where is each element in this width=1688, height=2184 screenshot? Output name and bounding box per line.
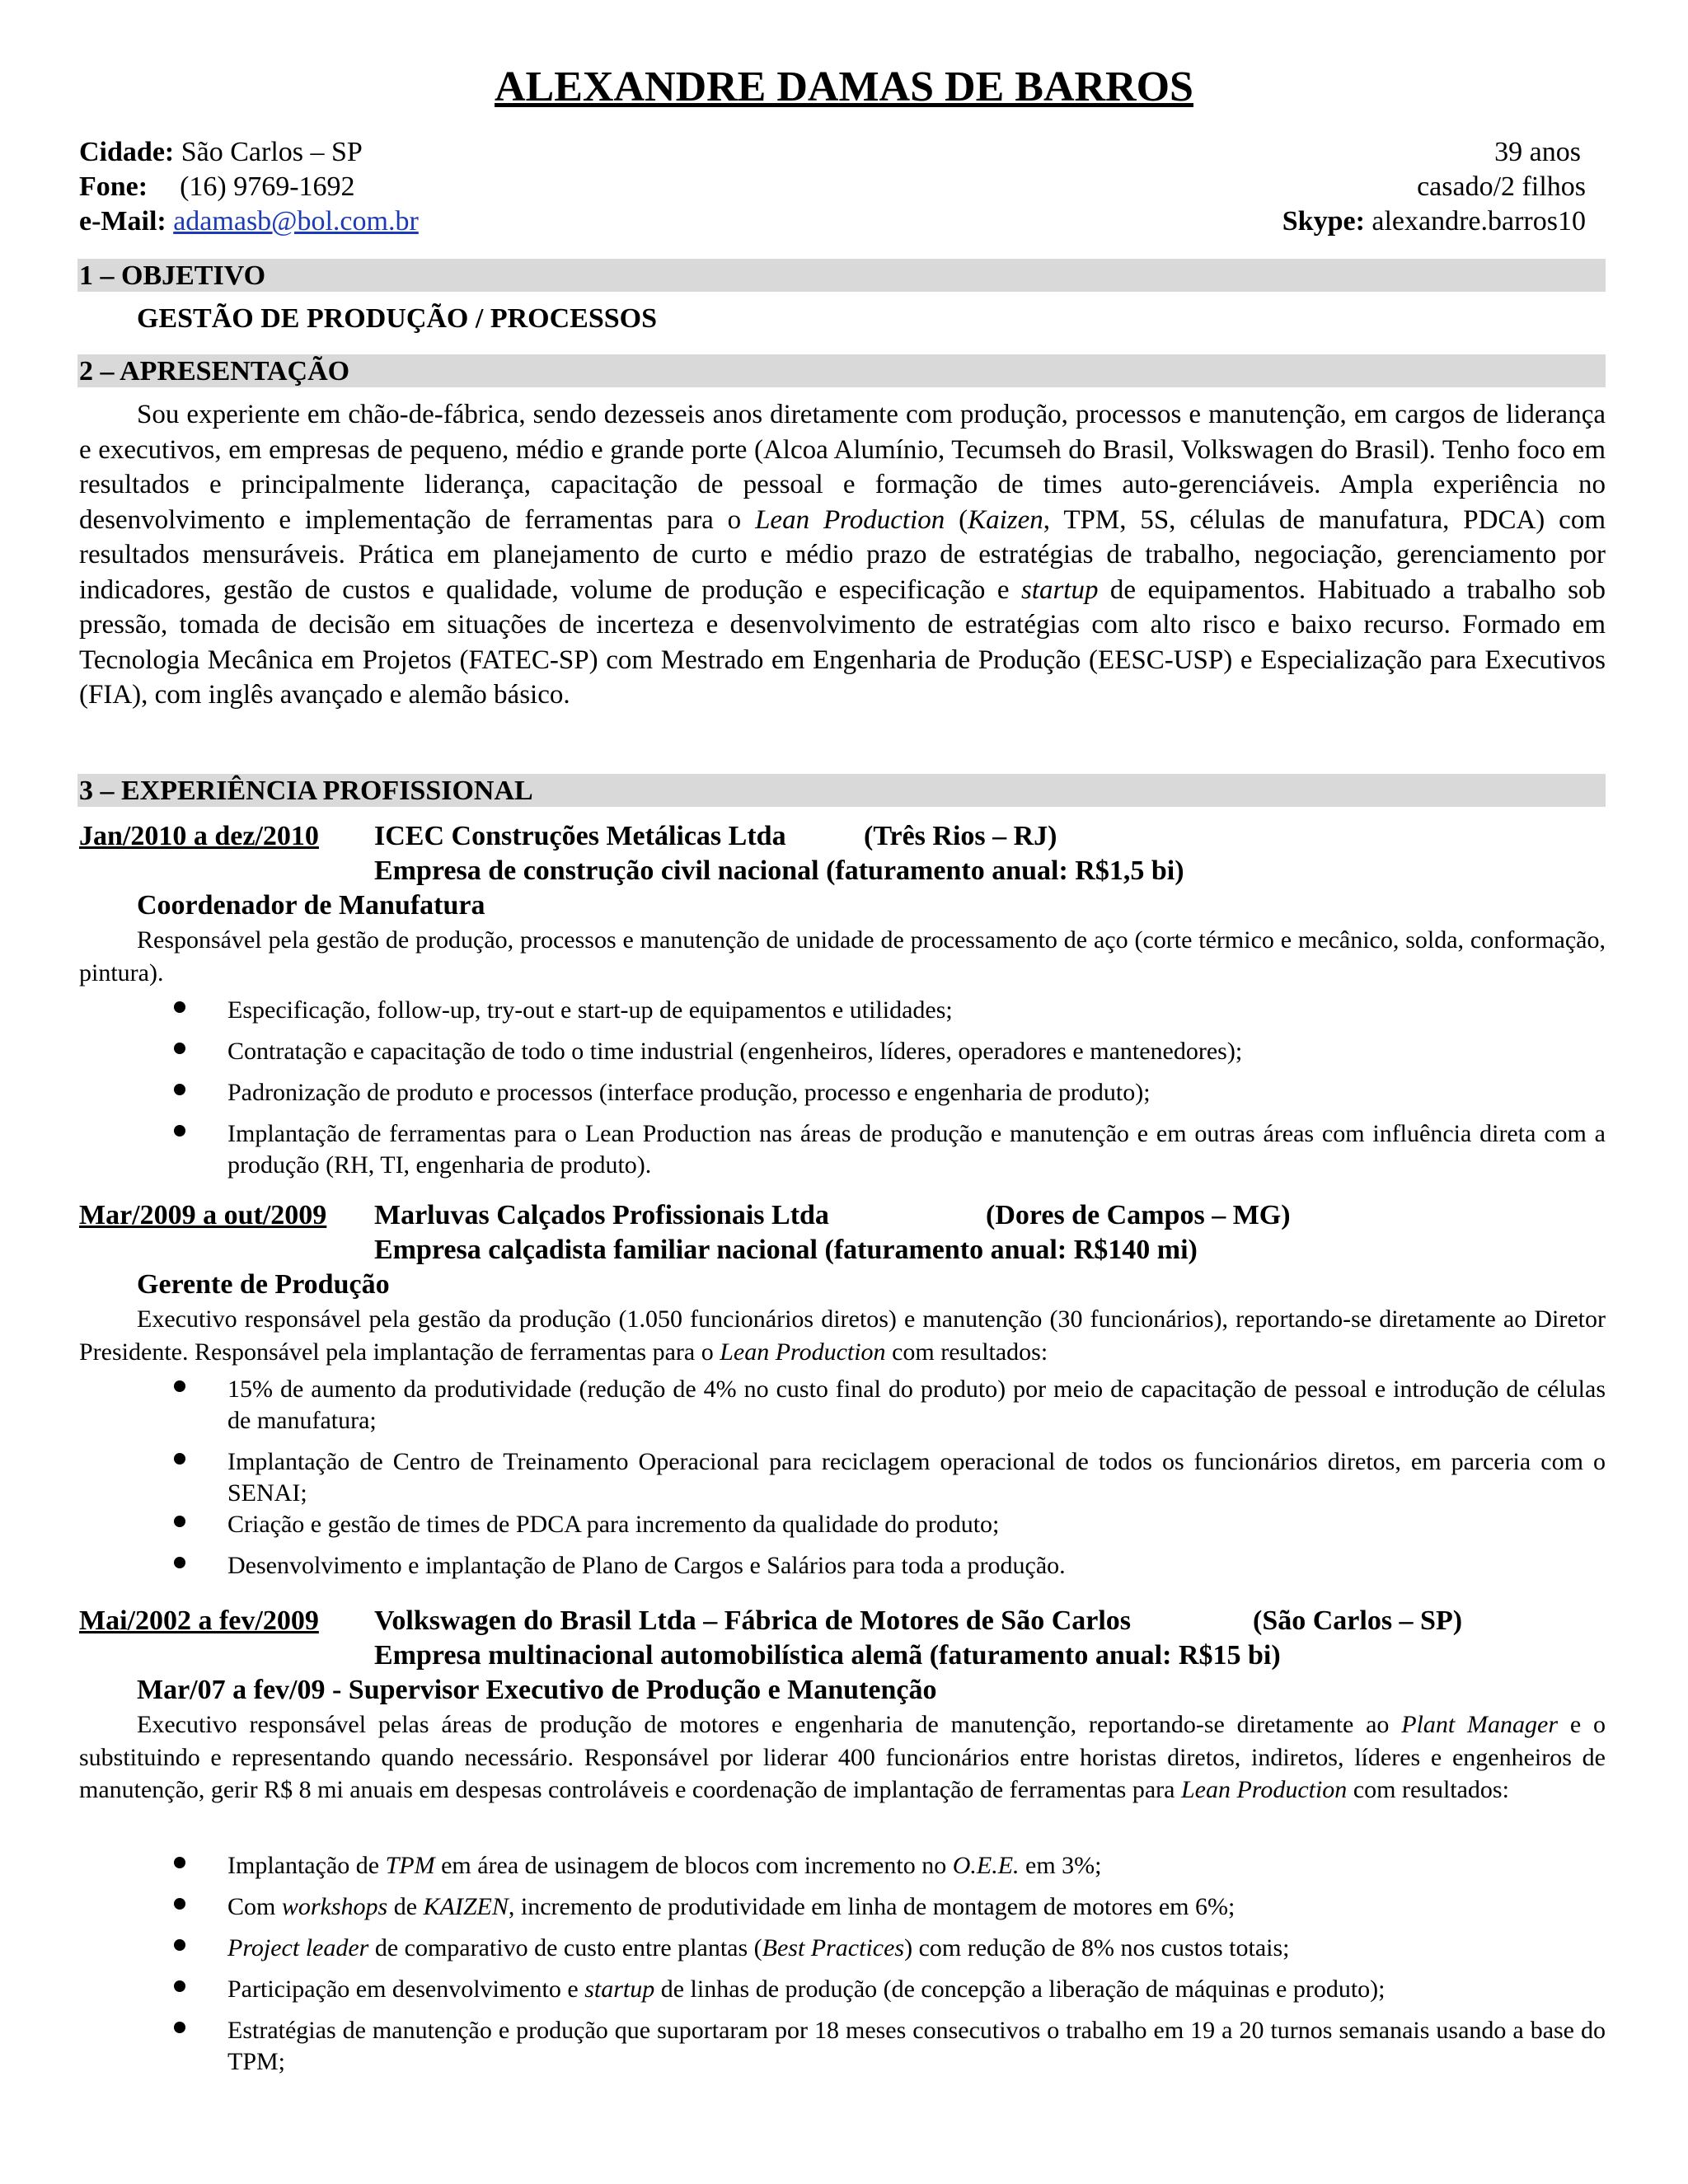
phone-line <box>79 170 355 204</box>
list-item: Implantação de TPM em área de usinagem de blocos com incremento no O.E.E. em 3%; <box>0 1850 1606 1882</box>
job3-role: Mar/07 a fev/09 - Supervisor Executivo de Produção e Manutenção <box>137 1675 937 1705</box>
skype-line <box>1282 204 1586 239</box>
email-line <box>79 204 419 239</box>
marital-status: casado/2 filhos <box>1417 171 1586 202</box>
city-value: São Carlos – SP <box>181 137 363 167</box>
experience-heading: 3 – EXPERIÊNCIA PROFISSIONAL <box>77 774 1606 807</box>
job1-bullets <box>0 995 1606 1181</box>
job1-location: (Três Rios – RJ) <box>864 821 1057 851</box>
presentation-paragraph: Sou experiente em chão-de-fábrica, sendo dezesseis anos diretamente com produção, processos e manutenção, em cargos de liderança e executivos, em empresas de pequeno, médio e grande porte (Alcoa Alumínio, Tecumseh do Brasil, Volkswagen do Brasil). Tenho foco em resultados e principalmente liderança, capacitação de pessoal e formação de times auto-gerenciáveis. Ampla experiência no desenvolvimento e implementação de ferramentas para o Lean Production (Kaizen, TPM, 5S, células de manufatura, PDCA) com resultados mensuráveis. Prática em planejamento de curto e médio prazo de estratégias de trabalho, negociação, gerenciamento por indicadores, gestão de custos e qualidade, volume de produção e especificação e startup de equipamentos. Habituado a trabalho sob pressão, tomada de decisão em situações de incerteza e desenvolvimento de estratégias com alto risco e baixo recurso. Formado em Tecnologia Mecânica em Projetos (FATEC-SP) com Mestrado em Engenharia de Produção (EESC-USP) e Especialização para Executivos (FIA), com inglês avançado e alemão básico. <box>79 400 1606 710</box>
job3-location: (São Carlos – SP) <box>1253 1605 1463 1636</box>
list-item: Project leader de comparativo de custo entre plantas (Best Practices) com redução de 8% nos custos totais; <box>0 1933 1606 1964</box>
age-value: 39 anos <box>1494 137 1581 167</box>
list-item: Com workshops de KAIZEN, incremento de produtividade em linha de montagem de motores em 6%; <box>0 1891 1606 1923</box>
job1-role: Coordenador de Manufatura <box>137 890 485 921</box>
list-item: Contratação e capacitação de todo o time industrial (engenheiros, líderes, operadores e mantenedores); <box>0 1036 1606 1067</box>
job2-summary: Executivo responsável pela gestão da produção (1.050 funcionários diretos) e manutenção (30 funcionários), reportando-se diretamente ao Diretor Presidente. Responsável pela implantação de ferramentas para o Lean Production com resultados: <box>79 1305 1606 1366</box>
email-label: e-Mail: <box>79 206 166 237</box>
city-label: Cidade: <box>79 137 175 167</box>
job3-summary: Executivo responsável pelas áreas de produção de motores e engenharia de manutenção, reportando-se diretamente ao Plant Manager e o substituindo e representando quando necessário. Responsável por liderar 400 funcionários entre horistas diretos, indiretos, líderes e engenheiros de manutenção, gerir R$ 8 mi anuais em despesas controláveis e coordenação de implantação de ferramentas para Lean Production com resultados: <box>79 1711 1606 1803</box>
job3-bullets <box>0 1850 1606 2078</box>
job3-company: Volkswagen do Brasil Ltda – Fábrica de Motores de São Carlos <box>374 1605 1132 1636</box>
job2-location: (Dores de Campos – MG) <box>986 1200 1291 1230</box>
job2-company: Marluvas Calçados Profissionais Ltda <box>374 1200 829 1230</box>
job2-role: Gerente de Produção <box>137 1269 390 1300</box>
skype-label: Skype: <box>1282 206 1365 237</box>
phone-label: Fone: <box>79 171 148 202</box>
list-item: Padronização de produto e processos (interface produção, processo e engenharia de produto); <box>0 1077 1606 1108</box>
list-item: Criação e gestão de times de PDCA para incremento da qualidade do produto; <box>0 1509 1606 1540</box>
job3-period: Mai/2002 a fev/2009 <box>79 1605 319 1636</box>
city-line <box>79 135 363 170</box>
email-link[interactable]: adamasb@bol.com.br <box>173 206 419 237</box>
job2-bullets <box>0 1374 1606 1582</box>
list-item: Implantação de Centro de Treinamento Operacional para reciclagem operacional de todos os funcionários diretos, em parceria com o SENAI; <box>0 1446 1606 1509</box>
list-item: Estratégias de manutenção e produção que suportaram por 18 meses consecutivos o trabalho em 19 a 20 turnos semanais usando a base do TPM; <box>0 2015 1606 2078</box>
resume-name-title: ALEXANDRE DAMAS DE BARROS <box>495 63 1193 110</box>
objective-text: GESTÃO DE PRODUÇÃO / PROCESSOS <box>137 303 657 334</box>
phone-value: (16) 9769-1692 <box>180 171 355 202</box>
job1-period: Jan/2010 a dez/2010 <box>79 821 319 851</box>
objective-heading: 1 – OBJETIVO <box>77 259 1606 292</box>
skype-value: alexandre.barros10 <box>1372 206 1586 237</box>
list-item: Participação em desenvolvimento e startup de linhas de produção (de concepção a liberação de máquinas e produto); <box>0 1974 1606 2005</box>
list-item: 15% de aumento da produtividade (redução de 4% no custo final do produto) por meio de capacitação de pessoal e introdução de células de manufatura; <box>0 1374 1606 1436</box>
list-item: Desenvolvimento e implantação de Plano de Cargos e Salários para toda a produção. <box>0 1550 1606 1582</box>
presentation-heading: 2 – APRESENTAÇÃO <box>77 354 1606 387</box>
job2-description: Empresa calçadista familiar nacional (faturamento anual: R$140 mi) <box>374 1235 1198 1265</box>
job2-period: Mar/2009 a out/2009 <box>79 1200 327 1230</box>
list-item: Especificação, follow-up, try-out e start-up de equipamentos e utilidades; <box>0 995 1606 1026</box>
job1-description: Empresa de construção civil nacional (faturamento anual: R$1,5 bi) <box>374 855 1184 886</box>
job3-description: Empresa multinacional automobilística alemã (faturamento anual: R$15 bi) <box>374 1640 1281 1671</box>
list-item: Implantação de ferramentas para o Lean Production nas áreas de produção e manutenção e em outras áreas com influência direta com a produção (RH, TI, engenharia de produto). <box>0 1118 1606 1181</box>
job1-summary: Responsável pela gestão de produção, processos e manutenção de unidade de processamento de aço (corte térmico e mecânico, solda, conformação, pintura). <box>79 926 1606 987</box>
job1-company: ICEC Construções Metálicas Ltda <box>374 821 786 851</box>
